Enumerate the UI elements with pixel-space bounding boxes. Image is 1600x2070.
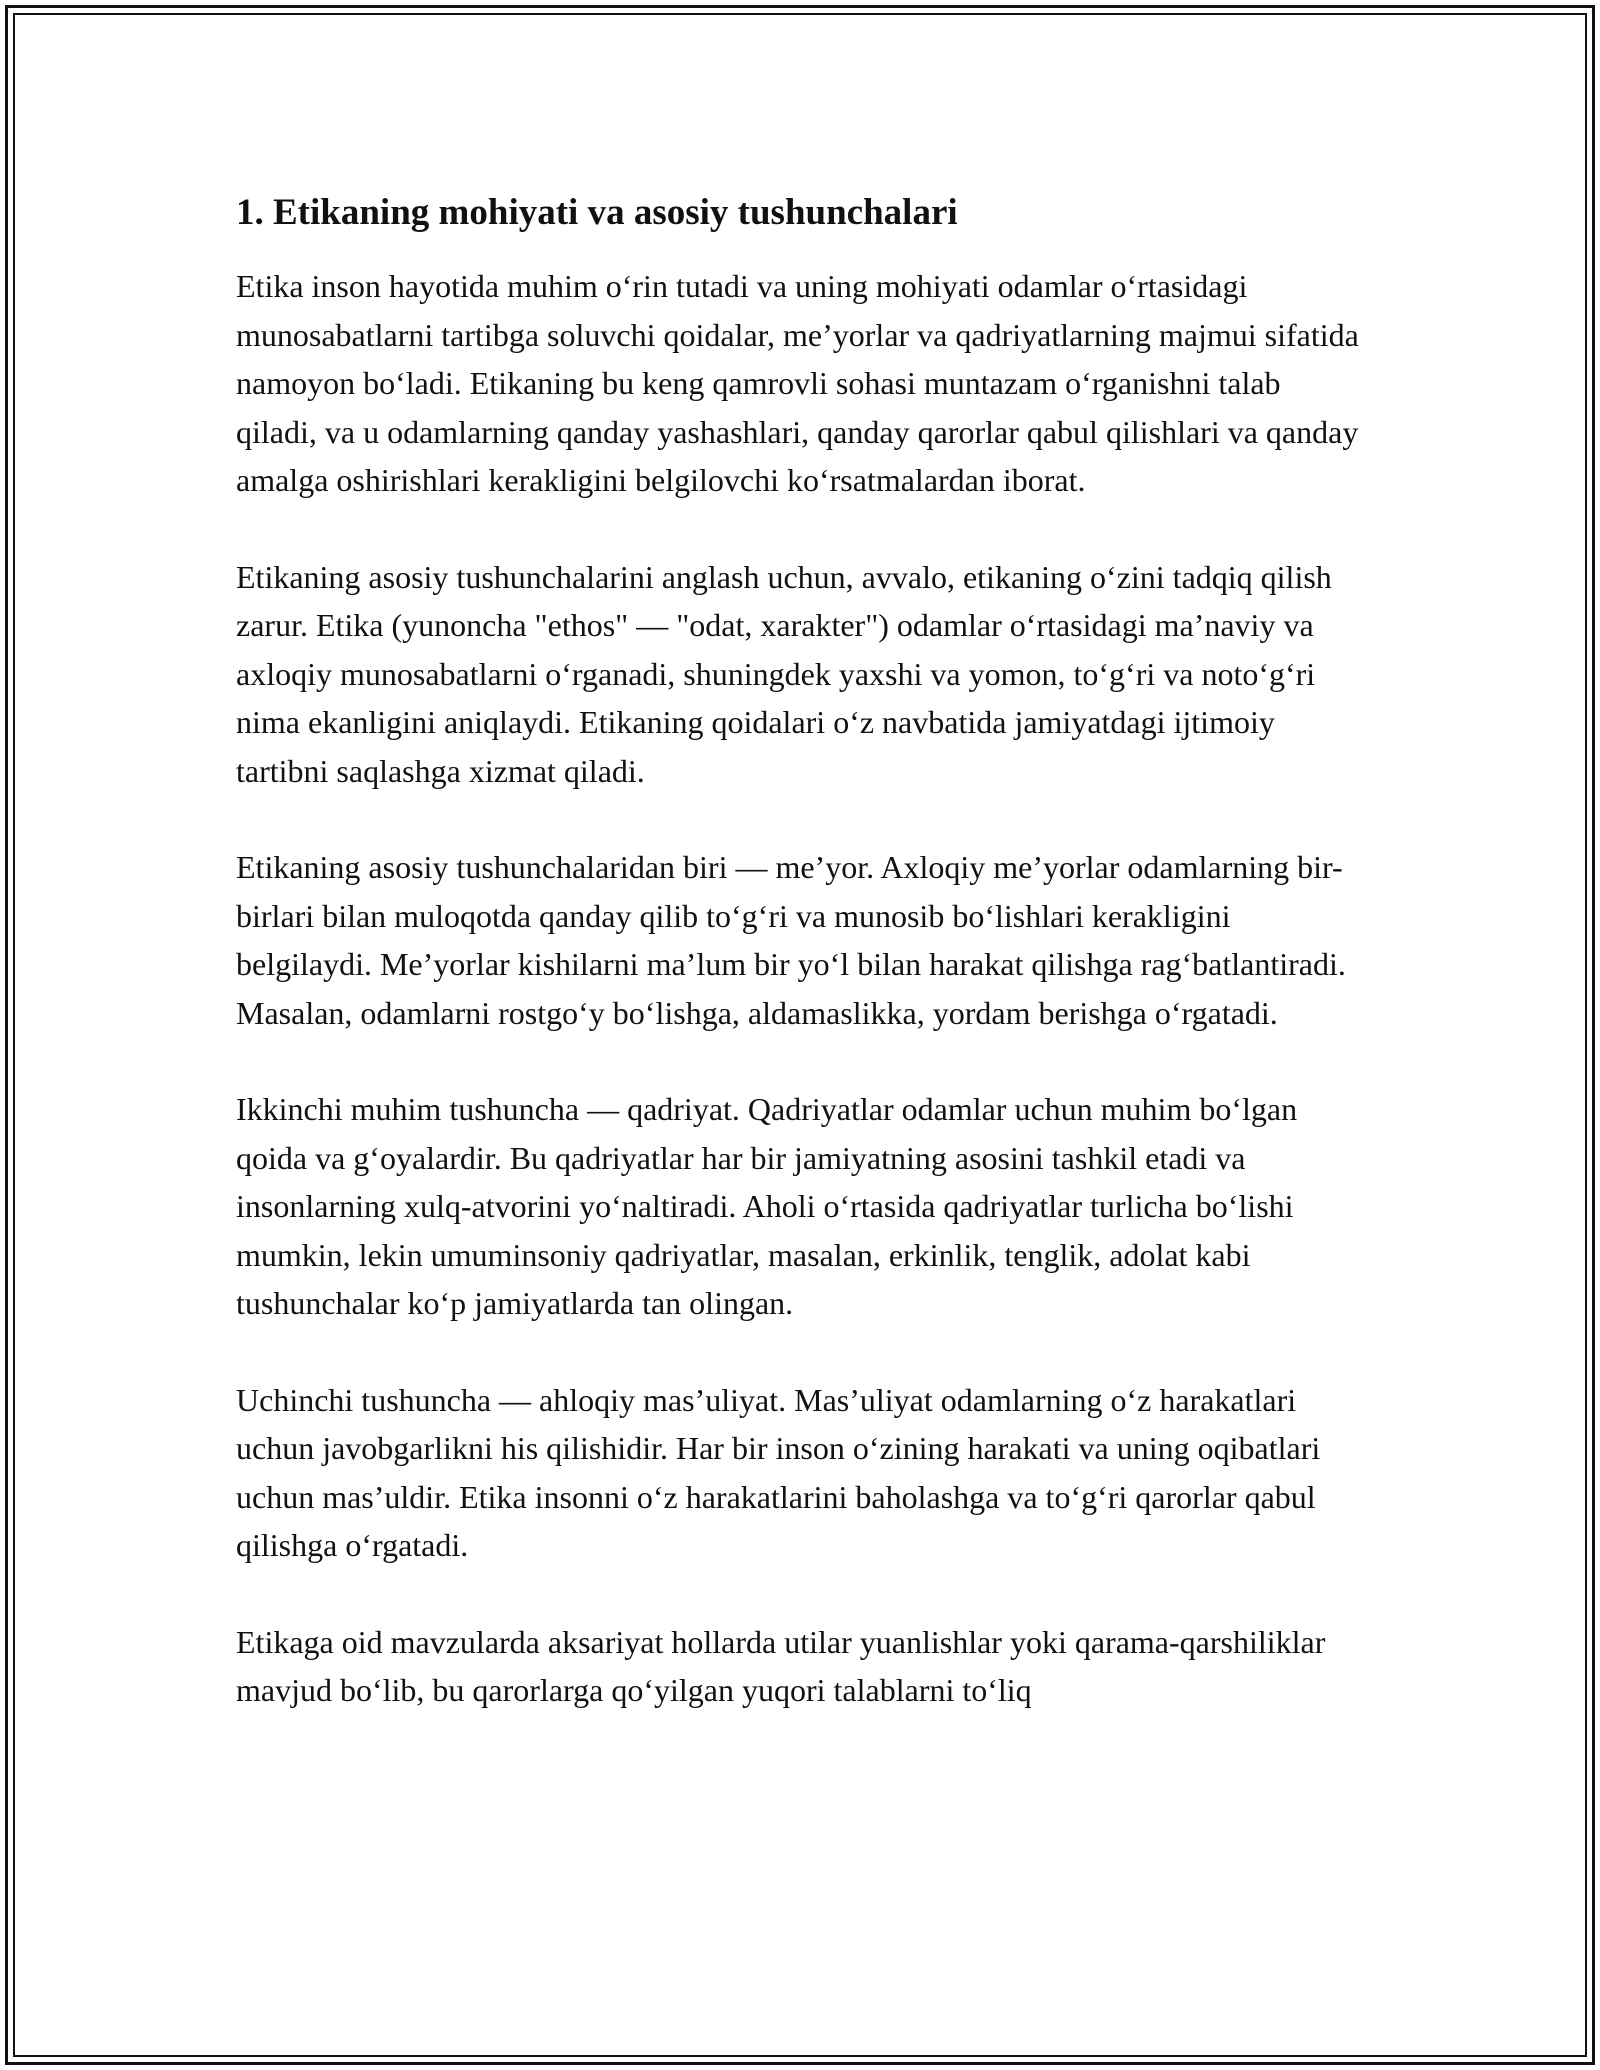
document-body <box>236 188 1366 1763</box>
paragraph-responsibility: Uchinchi tushuncha — ahloqiy mas’uliyat. Mas’uliyat odamlarning o‘z harakatlari uchun javobgarlikni his qilishidir. Har bir inson o‘zining harakati va uning oqibatlari uchun mas’uldir. Etika insonni o‘z harakatlarini baholashga va to‘g‘ri qarorlar qabul qilishga o‘rgatadi. <box>236 1381 1321 1563</box>
paragraph-definition: Etikaning asosiy tushunchalarini anglash uchun, avvalo, etikaning o‘zini tadqiq qilish zarur. Etika (yunoncha "ethos" — "odat, xarakter") odamlar o‘rtasidagi ma’naviy va axloqiy munosabatlarni o‘rganadi, shuningdek yaxshi va yomon, to‘g‘ri va noto‘g‘ri nima ekanligini aniqlaydi. Etikaning qoidalari o‘z navbatida jamiyatdagi ijtimoiy tartibni saqlashga xizmat qiladi. <box>236 558 1332 789</box>
paragraph-value: Ikkinchi muhim tushuncha — qadriyat. Qadriyatlar odamlar uchun muhim bo‘lgan qoida va g‘oyalardir. Bu qadriyatlar har bir jamiyatning asosini tashkil etadi va insonlarning xulq-atvorini yo‘naltiradi. Aholi o‘rtasida qadriyatlar turlicha bo‘lishi mumkin, lekin umuminsoniy qadriyatlar, masalan, erkinlik, tenglik, adolat kabi tushunchalar ko‘p jamiyatlarda tan olingan. <box>236 1091 1298 1321</box>
section-heading: 1. Etikaning mohiyati va asosiy tushunchalari <box>236 192 958 233</box>
paragraph-essence: Etika inson hayotida muhim o‘rin tutadi va uning mohiyati odamlar o‘rtasidagi munosabatlarni tartibga soluvchi qoidalar, me’yorlar va qadriyatlarning majmui sifatida namoyon bo‘ladi. Etikaning bu keng qamrovli sohasi muntazam o‘rganishni talab qiladi, va u odamlarning qanday yashashlari, qanday qarorlar qabul qilishlari va qanday amalga oshirishlari kerakligini belgilovchi ko‘rsatmalardan iborat. <box>236 268 1359 498</box>
paragraph-norm: Etikaning asosiy tushunchalaridan biri — me’yor. Axloqiy me’yorlar odamlarning bir-birlari bilan muloqotda qanday qilib to‘g‘ri va munosib bo‘lishlari kerakligini belgilaydi. Me’yorlar kishilarni ma’lum bir yo‘l bilan harakat qilishga rag‘batlantiradi. Masalan, odamlarni rostgo‘y bo‘lishga, aldamaslikka, yordam berishga o‘rgatadi. <box>236 849 1346 1031</box>
paragraph-contradictions: Etikaga oid mavzularda aksariyat hollarda utilar yuanlishlar yoki qarama-qarshiliklar mavjud bo‘lib, bu qarorlarga qo‘yilgan yuqori talablarni to‘liq <box>236 1623 1326 1708</box>
